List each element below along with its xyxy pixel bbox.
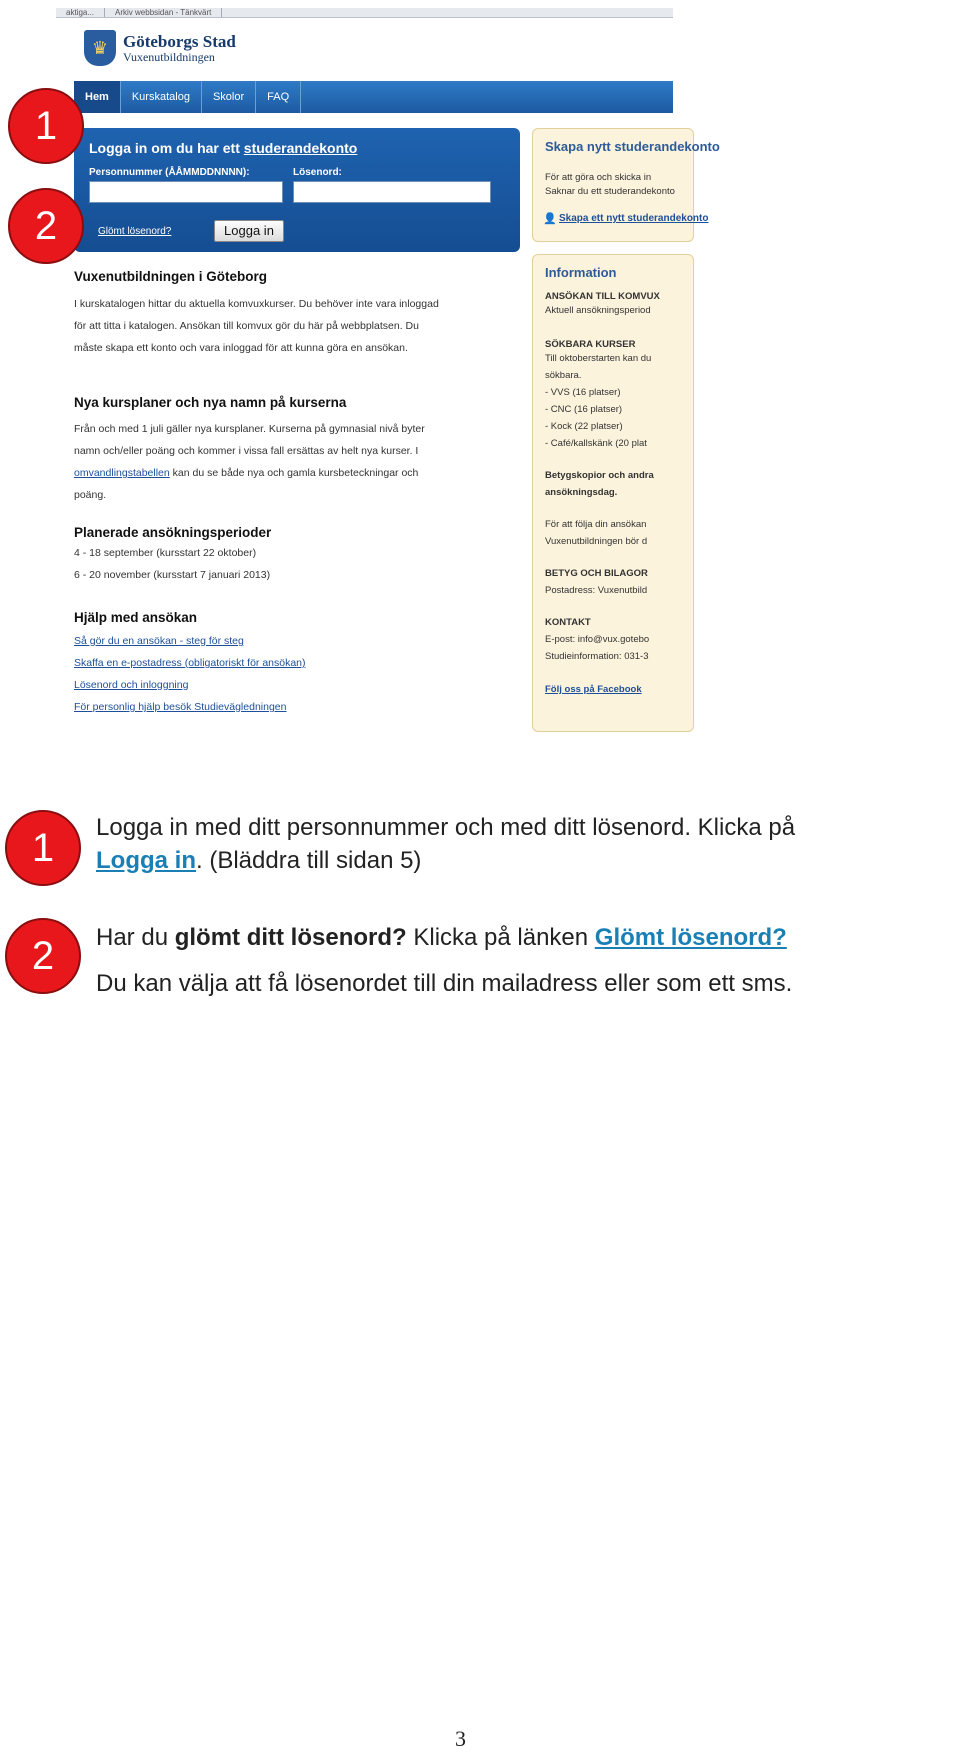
nav-tab-kurskatalog[interactable]: Kurskatalog xyxy=(121,81,202,113)
info-line: SÖKBARA KURSER xyxy=(545,339,636,350)
site-logo[interactable] xyxy=(84,30,236,66)
personnummer-input[interactable] xyxy=(89,181,283,203)
info-line: Postadress: Vuxenutbild xyxy=(545,585,648,596)
step-1-line-2 xyxy=(96,845,421,877)
city-crest-icon: ♛ xyxy=(84,30,116,66)
info-line: - VVS (16 platser) xyxy=(545,387,621,398)
help-link[interactable]: För personlig hjälp besök Studievägledningen xyxy=(74,701,287,713)
user-icon: 👤 xyxy=(543,213,557,225)
create-account-title: Skapa nytt studerandekonto xyxy=(545,139,720,154)
step-1-line-1: Logga in med ditt personnummer och med ditt lösenord. Klicka på xyxy=(96,814,796,841)
info-line: - Café/kallskänk (20 plat xyxy=(545,438,647,449)
info-line: sökbara. xyxy=(545,370,582,381)
step-2-line-2: Du kan välja att få lösenordet till din mailadress eller som ett sms. xyxy=(96,970,793,997)
create-account-text: Saknar du ett studerandekonto xyxy=(545,186,675,197)
info-line: - CNC (16 platser) xyxy=(545,404,623,415)
info-line: Till oktoberstarten kan du xyxy=(545,353,652,364)
nav-tab-faq[interactable]: FAQ xyxy=(256,81,301,113)
page-number: 3 xyxy=(455,1726,466,1751)
step-2-line-1 xyxy=(96,922,787,954)
login-title-text: Logga in om du har ett xyxy=(89,140,244,156)
studerandekonto-link[interactable]: studerandekonto xyxy=(243,140,358,156)
facebook-link[interactable]: Följ oss på Facebook xyxy=(545,684,642,695)
logo-title: Göteborgs Stad xyxy=(123,31,236,51)
content-text: för att titta i katalogen. Ansökan till komvux gör du här på webbplatsen. Du xyxy=(74,320,419,332)
step-marker-1: 1 xyxy=(8,88,84,164)
website-screenshot xyxy=(56,8,720,740)
information-panel xyxy=(532,254,694,732)
info-line: Vuxenutbildningen bör d xyxy=(545,536,648,547)
step-1-note: . (Bläddra till sidan 5) xyxy=(195,847,422,874)
forgot-password-link[interactable]: Glömt lösenord? xyxy=(98,226,172,237)
info-line: E-post: info@vux.gotebo xyxy=(545,634,650,645)
content-text: namn och/eller poäng och kommer i vissa fall ersättas av helt nya kurser. I xyxy=(74,445,419,457)
content-text: 6 - 20 november (kursstart 7 januari 2013) xyxy=(74,569,271,581)
info-line: För att följa din ansökan xyxy=(545,519,647,530)
conversion-table-link[interactable]: omvandlingstabellen xyxy=(74,467,170,479)
info-line: KONTAKT xyxy=(545,617,591,628)
info-line: ansökningsdag. xyxy=(545,487,618,498)
create-account-text: För att göra och skicka in xyxy=(545,172,652,183)
logga-in-link[interactable]: Logga in xyxy=(96,847,196,874)
info-line: - Kock (22 platser) xyxy=(545,421,623,432)
password-input[interactable] xyxy=(293,181,491,203)
content-text: 4 - 18 september (kursstart 22 oktober) xyxy=(74,547,257,559)
content-text: poäng. xyxy=(74,489,107,501)
step-marker-1: 1 xyxy=(5,810,81,886)
logo-subtitle: Vuxenutbildningen xyxy=(123,49,215,64)
password-label: Lösenord: xyxy=(293,167,342,178)
content-text: Från och med 1 juli gäller nya kursplaner. Kurserna på gymnasial nivå byter xyxy=(74,423,425,435)
step-2-prefix: Har du xyxy=(96,924,175,951)
info-line: Studieinformation: 031-3 xyxy=(545,651,649,662)
content-text: I kurskatalogen hittar du aktuella komvuxkurser. Du behöver inte vara inloggad xyxy=(74,298,439,310)
info-line: BETYG OCH BILAGOR xyxy=(545,568,648,579)
step-marker-2: 2 xyxy=(8,188,84,264)
create-account-link[interactable]: Skapa ett nytt studerandekonto xyxy=(559,213,709,224)
content-heading: Hjälp med ansökan xyxy=(74,610,198,625)
login-panel xyxy=(74,128,520,252)
step-2-mid: Klicka på länken xyxy=(406,924,595,951)
browser-tab-bar xyxy=(56,8,673,18)
info-line: Betygskopior och andra xyxy=(545,470,654,481)
nav-tab-skolor[interactable]: Skolor xyxy=(202,81,256,113)
content-heading: Planerade ansökningsperioder xyxy=(74,525,272,540)
content-text-rest: kan du se både nya och gamla kursbeteckningar och xyxy=(169,467,419,479)
login-button[interactable]: Logga in xyxy=(214,220,284,242)
content-text: måste skapa ett konto och vara inloggad för att kunna göra en ansökan. xyxy=(74,342,408,354)
step-marker-2: 2 xyxy=(5,918,81,994)
login-title xyxy=(89,140,357,156)
browser-tab[interactable]: aktiga... xyxy=(56,8,105,17)
info-line: Aktuell ansökningsperiod xyxy=(545,305,651,316)
browser-tab[interactable]: Arkiv webbsidan - Tänkvärt xyxy=(105,8,222,17)
nav-tab-hem[interactable]: Hem xyxy=(74,81,121,113)
help-link[interactable]: Skaffa en e-postadress (obligatoriskt för ansökan) xyxy=(74,657,306,669)
information-title: Information xyxy=(545,265,617,280)
content-heading: Vuxenutbildningen i Göteborg xyxy=(74,269,267,284)
info-line: ANSÖKAN TILL KOMVUX xyxy=(545,291,660,302)
create-account-panel xyxy=(532,128,720,242)
main-navigation xyxy=(74,81,673,113)
step-2-bold: glömt ditt lösenord? xyxy=(174,924,407,951)
help-link[interactable]: Så gör du en ansökan - steg för steg xyxy=(74,635,244,647)
help-link[interactable]: Lösenord och inloggning xyxy=(74,679,189,691)
glomt-losenord-link[interactable]: Glömt lösenord? xyxy=(594,924,787,951)
content-text xyxy=(74,462,418,484)
content-heading: Nya kursplaner och nya namn på kurserna xyxy=(74,395,347,410)
personnummer-label: Personnummer (ÅÅMMDDNNNN): xyxy=(89,167,250,178)
